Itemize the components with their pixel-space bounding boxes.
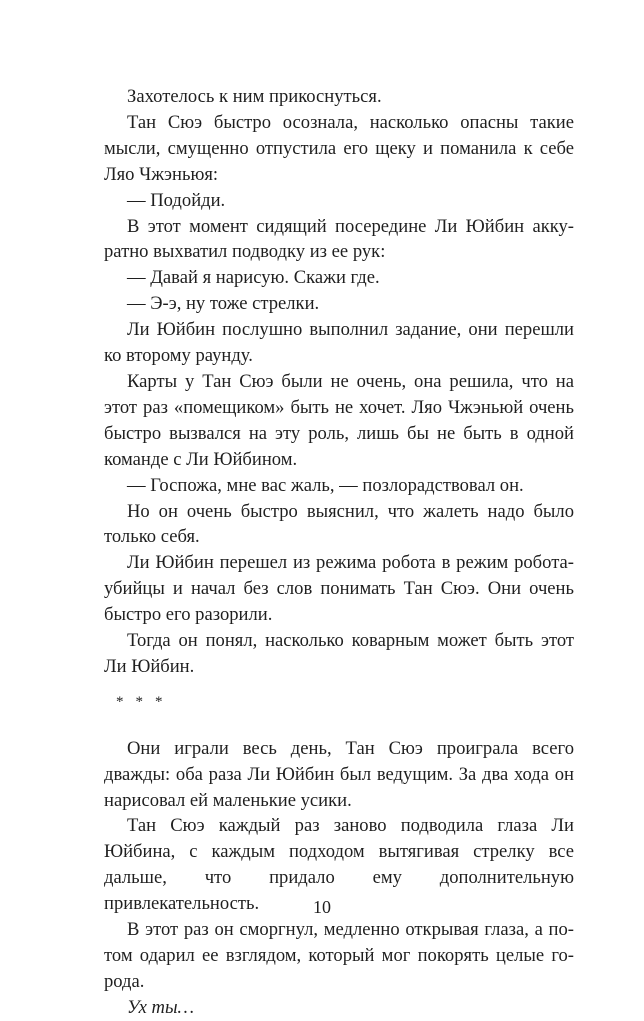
paragraph: Захотелось к ним прикоснуться. bbox=[127, 86, 382, 107]
section-break-asterisks: *** bbox=[116, 693, 175, 710]
paragraph: Но он очень быстро выяснил, что жалеть надо было только себя. bbox=[104, 500, 574, 548]
paragraph: Ли Юйбин перешел из режима робота в режим робота-убийцы и начал без слов понимать Тан Сюэ. Они очень быстро его разорили. bbox=[104, 552, 574, 626]
paragraph: Ли Юйбин послушно выполнил задание, они перешли ко второму раунду. bbox=[104, 319, 574, 367]
paragraph: В этот раз он сморгнул, медленно открывая глаза, а потом одарил ее взглядом, который мог покорять целые города. bbox=[104, 919, 574, 992]
paragraph: Тан Сюэ быстро осознала, насколько опасны такие мысли, смущенно отпустила его щеку и поманила к себе Ляо Чжэньюя: bbox=[104, 111, 574, 185]
page-number: 10 bbox=[313, 897, 331, 917]
paragraph: Они играли весь день, Тан Сюэ проиграла всего дважды: оба раза Ли Юйбин был ведущим. За два хода он нарисовал ей маленькие усики. bbox=[104, 737, 574, 811]
body-text bbox=[104, 84, 574, 1021]
paragraph: В этот момент сидящий посередине Ли Юйбин аккуратно выхватил подводку из ее рук: bbox=[104, 215, 574, 263]
closing-line: Ух ты… bbox=[127, 996, 195, 1018]
paragraph: — Подойди. bbox=[127, 189, 226, 211]
paragraph: — Госпожа, мне вас жаль, — позлорадствовал он. bbox=[127, 474, 524, 496]
paragraph: — Э-э, ну тоже стрелки. bbox=[127, 293, 320, 315]
paragraph: — Давай я нарисую. Скажи где. bbox=[127, 267, 380, 289]
paragraph: Карты у Тан Сюэ были не очень, она решила, что на этот раз «помещиком» быть не хочет. Ляо Чжэньюй очень быстро вызвался на эту роль, лишь бы не быть в одной команде с Ли Юйбином. bbox=[104, 370, 574, 470]
paragraph: Тан Сюэ каждый раз заново подводила глаза Ли Юйбина, с каждым подходом вытягивая стрелку все дальше, что придало ему дополнительную привлекательность. bbox=[104, 815, 574, 915]
paragraph: Тогда он понял, насколько коварным может быть этот Ли Юйбин. bbox=[104, 630, 574, 677]
